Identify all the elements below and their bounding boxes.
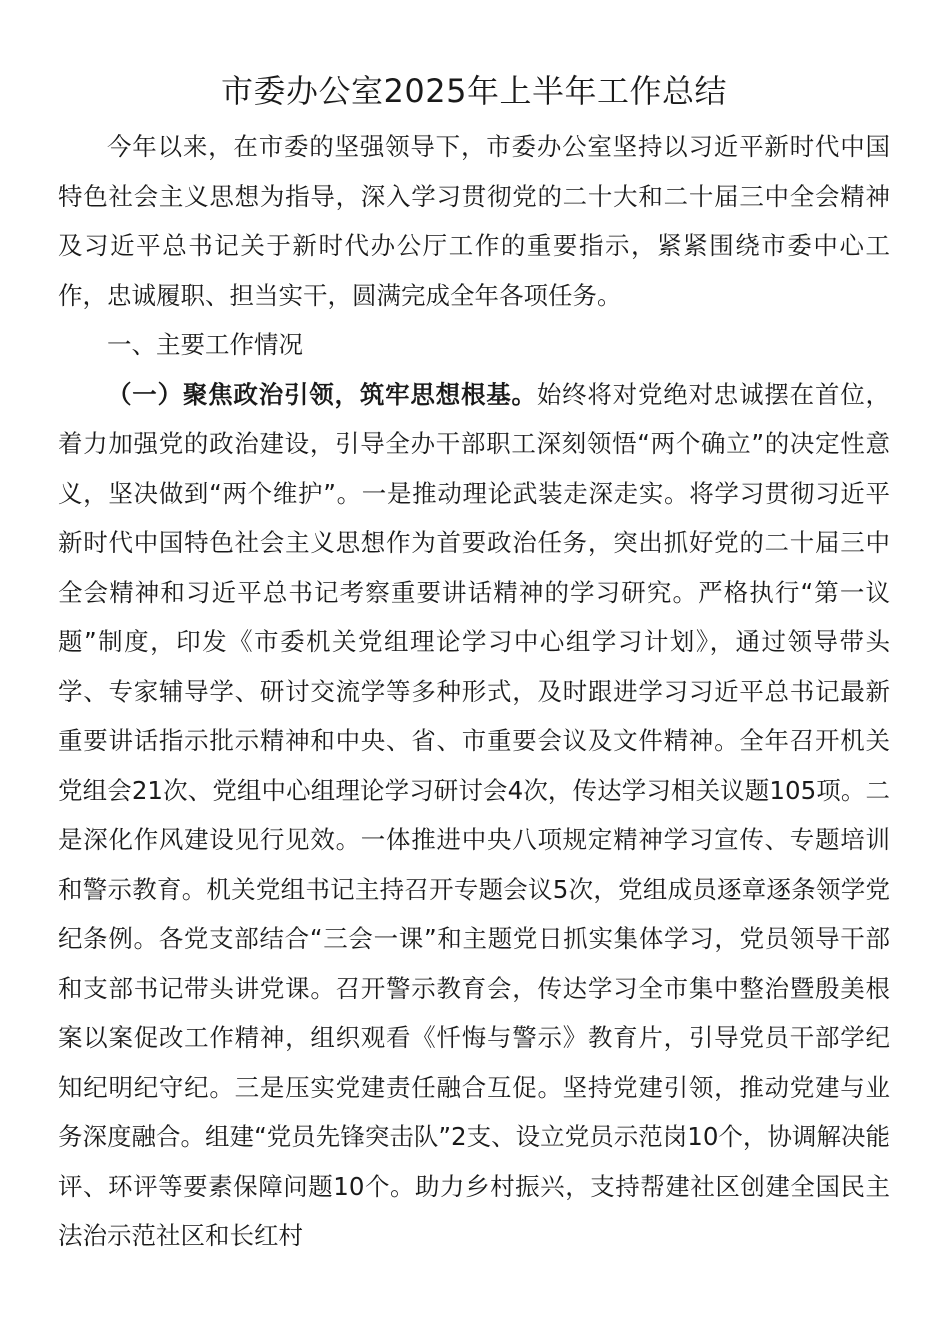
item-one-lead: （一）聚焦政治引领，筑牢思想根基。	[107, 379, 537, 409]
intro-paragraph: 今年以来，在市委的坚强领导下，市委办公室坚持以习近平新时代中国特色社会主义思想为指导，深入学习贯彻党的二十大和二十届三中全会精神及习近平总书记关于新时代办公厅工作的重要指示，紧紧围绕市委中心工作，忠诚履职、担当实干，圆满完成全年各项任务。	[58, 132, 890, 310]
item-one-body: 始终将对党绝对忠诚摆在首位，着力加强党的政治建设，引导全办干部职工深刻领悟“两个确立”的决定性意义，坚决做到“两个维护”。一是推动理论武装走深走实。将学习贯彻习近平新时代中国特色社会主义思想作为首要政治任务，突出抓好党的二十届三中全会精神和习近平总书记考察重要讲话精神的学习研究。严格执行“第一议题”制度，印发《市委机关党组理论学习中心组学习计划》，通过领导带头学、专家辅导学、研讨交流学等多种形式，及时跟进学习习近平总书记最新重要讲话指示批示精神和中央、省、市重要会议及文件精神。全年召开机关党组会21次、党组中心组理论学习研讨会4次，传达学习相关议题105项。二是深化作风建设见行见效。一体推进中央八项规定精神学习宣传、专题培训和警示教育。机关党组书记主持召开专题会议5次，党组成员逐章逐条领学党纪条例。各党支部结合“三会一课”和主题党日抓实集体学习，党员领导干部和支部书记带头讲党课。召开警示教育会，传达学习全市集中整治暨殷美根案以案促改工作精神，组织观看《忏悔与警示》教育片，引导党员干部学纪知纪明纪守纪。三是压实党建责任融合互促。坚持党建引领，推动党建与业务深度融合。组建“党员先锋突击队”2支、设立党员示范岗10个，协调解决能评、环评等要素保障问题10个。助力乡村振兴，支持帮建社区创建全国民主法治示范社区和长红村	[58, 379, 891, 1250]
document-page	[58, 66, 890, 1261]
item-one-paragraph	[58, 370, 890, 1261]
document-title: 市委办公室2025年上半年工作总结	[221, 72, 727, 110]
section-heading: 一、主要工作情况	[107, 330, 303, 359]
